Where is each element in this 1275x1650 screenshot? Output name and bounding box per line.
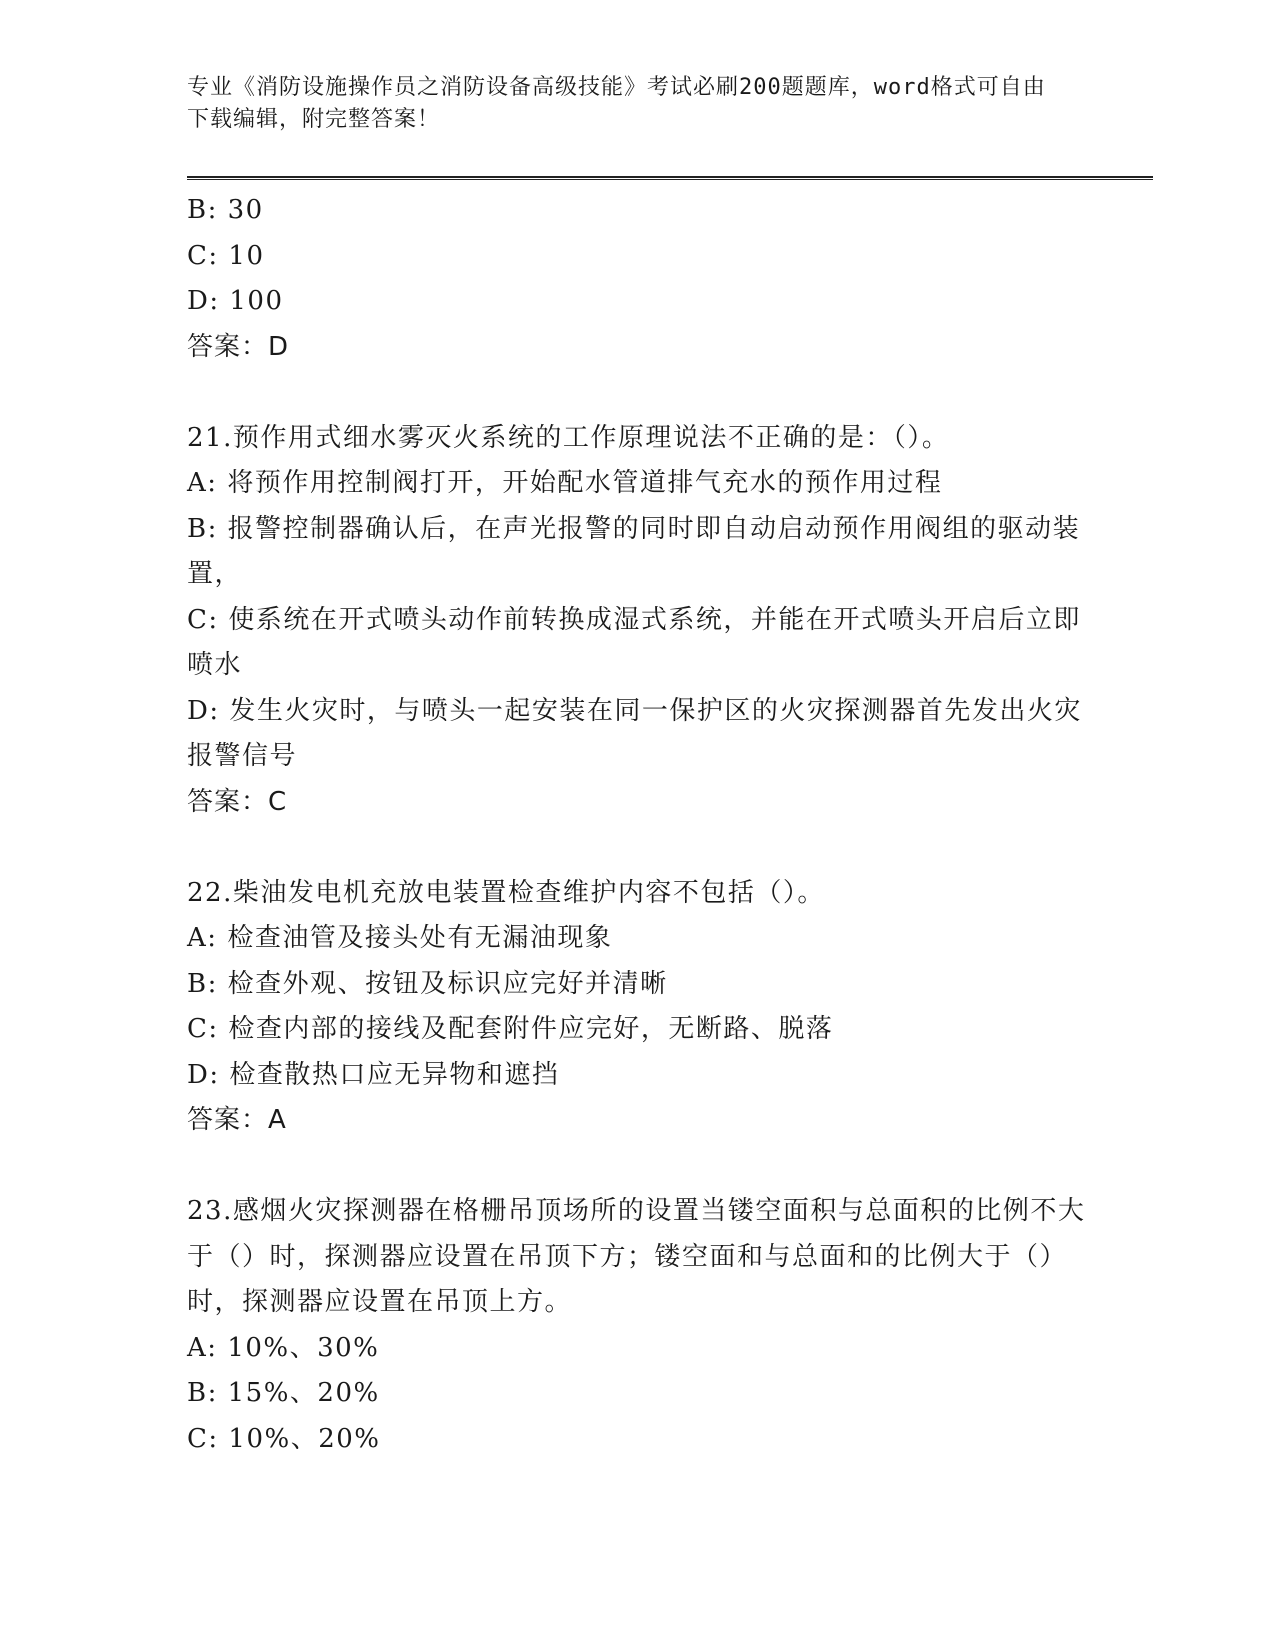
question-22 [187,871,1087,1144]
page-header: 专业《消防设施操作员之消防设备高级技能》考试必刷200题题库，word格式可自由下载编辑，附完整答案！ [187,75,1046,132]
option-a: A: 将预作用控制阀打开，开始配水管道排气充水的预作用过程 [187,468,943,498]
answer-line: 答案：C [187,786,288,817]
option-d: D: 发生火灾时，与喷头一起安装在同一保护区的火灾探测器首先发出火灾报警信号 [187,695,1082,771]
option-a: A: 检查油管及接头处有无漏油现象 [187,923,613,953]
option-c: C: 使系统在开式喷头动作前转换成湿式系统，并能在开式喷头开启后立即喷水 [187,604,1081,680]
header-divider [187,176,1153,180]
option-d: D: 检查散热口应无异物和遮挡 [187,1059,560,1090]
answer-line: 答案：D [187,331,290,362]
option-b: B: 15%、20% [187,1378,380,1408]
option-c: C: 检查内部的接线及配套附件应完好，无断路、脱落 [187,1014,834,1044]
document-body [187,188,1087,1462]
option-b: B: 30 [187,195,264,225]
option-c: C: 10%、20% [187,1423,381,1454]
option-b: B: 报警控制器确认后，在声光报警的同时即自动启动预作用阀组的驱动装置， [187,513,1081,589]
question-stem: 21.预作用式细水雾灭火系统的工作原理说法不正确的是：（）。 [187,422,950,453]
prev-question-block [187,188,1087,370]
option-d: D: 100 [187,286,284,316]
option-c: C: 10 [187,240,265,271]
question-23 [187,1189,1087,1462]
answer-line: 答案：A [187,1105,287,1135]
option-a: A: 10%、30% [187,1332,380,1363]
option-b: B: 检查外观、按钮及标识应完好并清晰 [187,968,668,999]
question-stem: 22.柴油发电机充放电装置检查维护内容不包括（）。 [187,877,825,908]
question-21 [187,416,1087,826]
question-stem: 23.感烟火灾探测器在格栅吊顶场所的设置当镂空面积与总面积的比例不大于（）时，探测器应设置在吊顶下方；镂空面和与总面和的比例大于（）时，探测器应设置在吊顶上方。 [187,1196,1086,1317]
